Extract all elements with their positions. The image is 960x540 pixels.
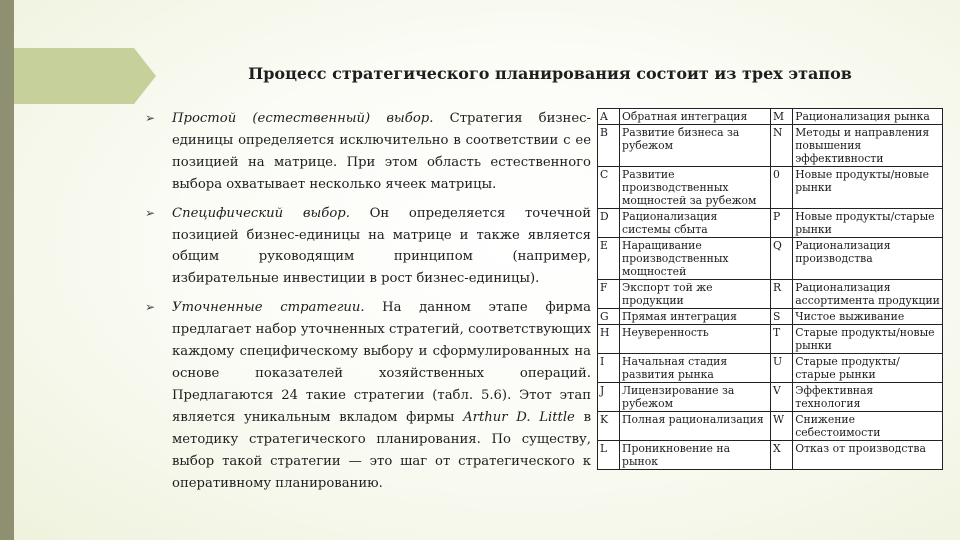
strategy-name: Эффективная технология xyxy=(793,383,943,412)
strategy-name: Старые продукты/старые рынки xyxy=(793,354,943,383)
strategy-code: F xyxy=(598,280,620,309)
strategy-name: Новые продукты/старые рынки xyxy=(793,209,943,238)
table-row xyxy=(598,309,943,325)
bullet-lead: Уточненные стратегии. xyxy=(172,300,365,316)
bullet-text: На данном этапе фирма предлагает набор уточненных стратегий, соответствующих каждому специфическому выбору и сформулированных на основе показателей хозяйственных операций. Предлагаются 24 такие стратегии (табл. 5.6). Этот этап является уникальным вкладом фирмы xyxy=(172,300,591,425)
strategy-name: Неуверенность xyxy=(620,325,771,354)
strategy-code: P xyxy=(771,209,793,238)
strategy-name: Новые продукты/новые рынки xyxy=(793,167,943,209)
strategy-code: N xyxy=(771,125,793,167)
table-row xyxy=(598,280,943,309)
table-row xyxy=(598,354,943,383)
strategy-code: W xyxy=(771,412,793,441)
strategy-name: Методы и направления повышения эффективности xyxy=(793,125,943,167)
strategy-name: Полная рационализация xyxy=(620,412,771,441)
left-accent-bar xyxy=(0,0,14,540)
strategy-name: Проникновение на рынок xyxy=(620,441,771,470)
bullet-item xyxy=(145,203,591,291)
strategies-table xyxy=(597,108,943,470)
strategy-code: U xyxy=(771,354,793,383)
strategy-name: Прямая интеграция xyxy=(620,309,771,325)
strategy-code: B xyxy=(598,125,620,167)
title-ribbon xyxy=(14,48,134,104)
strategy-name: Старые продукты/новые рынки xyxy=(793,325,943,354)
table-row xyxy=(598,167,943,209)
strategy-code: L xyxy=(598,441,620,470)
table-row xyxy=(598,109,943,125)
title-ribbon-arrow xyxy=(134,48,156,104)
strategy-code: I xyxy=(598,354,620,383)
arrow-bullet-icon: ➢ xyxy=(145,111,156,125)
strategy-code: G xyxy=(598,309,620,325)
table-row xyxy=(598,412,943,441)
strategy-code: M xyxy=(771,109,793,125)
strategy-code: C xyxy=(598,167,620,209)
bullet-text: Он определяется точечной позицией бизнес-единицы на матрице и также является общим руководящим принципом (например, избирательные инвестиции в рост бизнес-единицы). xyxy=(172,205,592,287)
strategy-code: X xyxy=(771,441,793,470)
table-row xyxy=(598,125,943,167)
strategy-name: Экспорт той же продукции xyxy=(620,280,771,309)
strategy-name: Рационализация производства xyxy=(793,238,943,280)
strategy-code: Q xyxy=(771,238,793,280)
strategy-name: Развитие бизнеса за рубежом xyxy=(620,125,771,167)
bullet-lead: Простой (естественный) выбор. xyxy=(172,111,434,126)
table-row xyxy=(598,383,943,412)
strategy-name: Чистое выживание xyxy=(793,309,943,325)
strategy-code: D xyxy=(598,209,620,238)
company-name: Arthur D. Little xyxy=(463,409,575,425)
strategy-code: T xyxy=(771,325,793,354)
strategy-code: V xyxy=(771,383,793,412)
strategy-code: R xyxy=(771,280,793,309)
arrow-bullet-icon: ➢ xyxy=(145,300,156,315)
strategy-name: Рационализация рынка xyxy=(793,109,943,125)
bullet-text: Стратегия бизнес-единицы определяется исключительно в соответствии с ее позицией на матрице. При этом область естественного выбора охватывает несколько ячеек матрицы. xyxy=(172,111,591,192)
bullet-lead: Специфический выбор. xyxy=(172,205,350,221)
bullet-item xyxy=(145,108,591,196)
strategy-name: Начальная стадия развития рынка xyxy=(620,354,771,383)
strategy-name: Лицензирование за рубежом xyxy=(620,383,771,412)
strategy-code: A xyxy=(598,109,620,125)
bullet-text: в методику стратегического планирования. По существу, выбор такой стратегии — это шаг от стратегического к оперативному планированию. xyxy=(172,409,591,491)
slide-title: Процесс стратегического планирования состоит из трех этапов xyxy=(248,64,852,83)
strategy-name: Развитие производственных мощностей за рубежом xyxy=(620,167,771,209)
bullet-list xyxy=(145,108,591,501)
strategy-name: Наращивание производственных мощностей xyxy=(620,238,771,280)
table-row xyxy=(598,209,943,238)
strategy-code: J xyxy=(598,383,620,412)
bullet-item xyxy=(145,297,591,494)
strategy-code: E xyxy=(598,238,620,280)
strategy-name: Обратная интеграция xyxy=(620,109,771,125)
table-row xyxy=(598,325,943,354)
arrow-bullet-icon: ➢ xyxy=(145,205,156,220)
strategy-name: Отказ от производства xyxy=(793,441,943,470)
strategy-code: K xyxy=(598,412,620,441)
strategy-code: H xyxy=(598,325,620,354)
strategy-code: 0 xyxy=(771,167,793,209)
strategy-name: Рационализация системы сбыта xyxy=(620,209,771,238)
table-row xyxy=(598,238,943,280)
strategy-code: S xyxy=(771,309,793,325)
strategy-name: Рационализация ассортимента продукции xyxy=(793,280,943,309)
strategy-name: Снижение себестоимости xyxy=(793,412,943,441)
table-row xyxy=(598,441,943,470)
